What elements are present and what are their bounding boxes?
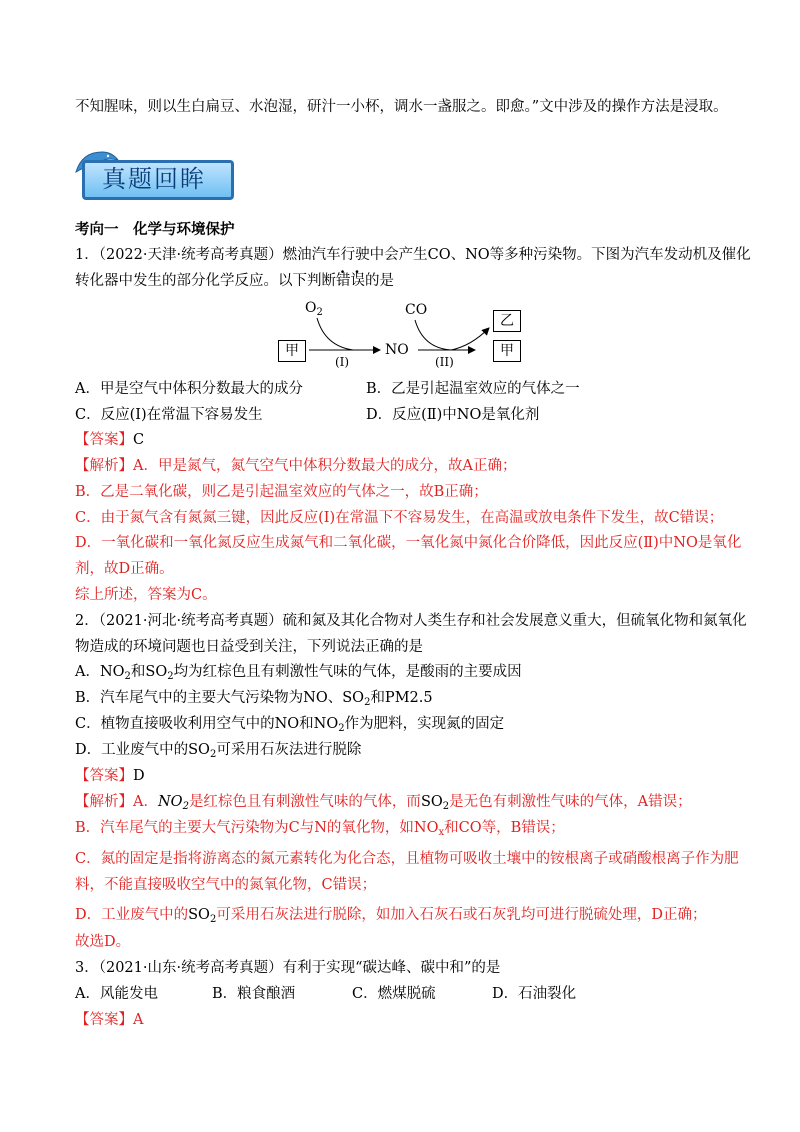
label-no: NO bbox=[385, 342, 409, 358]
q1-explanation-3: C．由于氮气含有氮氮三键，因此反应(Ⅰ)在常温下不容易发生，在高温或放电条件下发生，故C错误； bbox=[75, 510, 724, 526]
q2-explanation-1: 【解析】A．$NO_2$是红棕色且有刺激性气味的气体，而$SO_2$是无色有刺激性气味的气体，A错误； bbox=[75, 794, 692, 812]
q2-option-c: C．植物直接吸收利用空气中的NO和$NO_2$作为肥料，实现氮的固定 bbox=[75, 716, 505, 734]
box-jia-left: 甲 bbox=[278, 340, 306, 362]
label-reaction-2: (II) bbox=[435, 355, 454, 369]
label-co: CO bbox=[405, 302, 428, 318]
q2-option-d: D．工业废气中的$SO_2$可采用石灰法进行脱除 bbox=[75, 742, 362, 760]
q2-answer: 【答案】D bbox=[75, 768, 145, 784]
box-jia-right: 甲 bbox=[493, 340, 521, 362]
q3-stem: 3．（2021·山东·统考高考真题）有利于实现“碳达峰、碳中和”的是 bbox=[75, 960, 501, 976]
q2-option-b: B．汽车尾气中的主要大气污染物为NO、$SO_2$和PM2.5 bbox=[75, 690, 433, 708]
section-banner bbox=[72, 146, 238, 204]
section-title: 考向一 化学与环境保护 bbox=[75, 221, 235, 238]
q1-answer: 【答案】C bbox=[75, 432, 145, 448]
q1-option-b: B．乙是引起温室效应的气体之一 bbox=[366, 381, 580, 397]
top-text: 不知腥味，则以生白扁豆、水泡湿，研汁一小杯，调水一盏服之。即愈。”文中涉及的操作方法是浸取。 bbox=[75, 99, 728, 115]
q2-stem-2: 物造成的环境问题也日益受到关注，下列说法正确的是 bbox=[75, 639, 423, 655]
q1-stem-emph-2: 误 bbox=[350, 273, 365, 289]
q2-explanation-3: C．氮的固定是指将游离态的氮元素转化为化合态，且植物可吸收土壤中的铵根离子或硝酸根离子作为肥 bbox=[75, 851, 739, 867]
q2-stem-1: 2．（2021·河北·统考高考真题）硫和氮及其化合物对人类生存和社会发展意义重大，但硫氧化物和氮氧化 bbox=[75, 613, 747, 629]
q1-stem-2a: 转化器中发生的部分化学反应。以下判断 bbox=[75, 273, 336, 289]
q1-explanation-2: B．乙是二氧化碳，则乙是引起温室效应的气体之一，故B正确； bbox=[75, 484, 488, 500]
banner-title: 真题回眸 bbox=[102, 165, 206, 193]
q1-stem-2d: 的是 bbox=[365, 273, 394, 289]
q2-explanation-5: D．工业废气中的$SO_2$可采用石灰法进行脱除，如加入石灰石或石灰乳均可进行脱硫处理，D正确； bbox=[75, 907, 707, 925]
label-reaction-1: (I) bbox=[335, 355, 350, 369]
q1-explanation-1: 【解析】A．甲是氮气，氮气空气中体积分数最大的成分，故A正确； bbox=[75, 458, 517, 474]
q1-explanation-4: D．一氧化碳和一氧化氮反应生成氮气和二氧化碳，一氧化氮中氮化合价降低，因此反应(Ⅱ)中NO是氧化 bbox=[75, 535, 742, 551]
q3-option-b: B．粮食酿酒 bbox=[212, 986, 296, 1002]
q1-explanation-5: 剂，故D正确。 bbox=[75, 561, 174, 577]
reaction-diagram bbox=[275, 296, 535, 370]
q3-option-c: C．燃煤脱硫 bbox=[352, 986, 436, 1002]
label-o2: $O_2$ bbox=[305, 300, 323, 318]
q1-option-a: A．甲是空气中体积分数最大的成分 bbox=[75, 381, 303, 397]
q2-explanation-4: 料，不能直接吸收空气中的氮氧化物，C错误； bbox=[75, 877, 377, 893]
q3-option-a: A．风能发电 bbox=[75, 986, 158, 1002]
box-yi: 乙 bbox=[493, 310, 521, 332]
q1-option-c: C．反应(Ⅰ)在常温下容易发生 bbox=[75, 407, 263, 423]
q3-answer: 【答案】A bbox=[75, 1012, 144, 1028]
q2-explanation-2: B．汽车尾气的主要大气污染物为C与N的氧化物，如$NO_x$和CO等，B错误； bbox=[75, 820, 565, 838]
q1-option-d: D．反应(Ⅱ)中NO是氧化剂 bbox=[366, 407, 540, 423]
q1-stem-emph-1: 错 bbox=[336, 273, 351, 289]
q3-option-d: D．石油裂化 bbox=[492, 986, 577, 1002]
q2-option-a: A．$NO_2$和$SO_2$均为红棕色且有刺激性气味的气体，是酸雨的主要成因 bbox=[75, 664, 522, 682]
q1-stem-2 bbox=[75, 271, 394, 291]
q1-stem-1: 1．（2022·天津·统考高考真题）燃油汽车行驶中会产生CO、NO等多种污染物。下图为汽车发动机及催化 bbox=[75, 247, 751, 263]
q1-summary: 综上所述，答案为C。 bbox=[75, 587, 217, 603]
q2-summary: 故选D。 bbox=[75, 934, 131, 950]
